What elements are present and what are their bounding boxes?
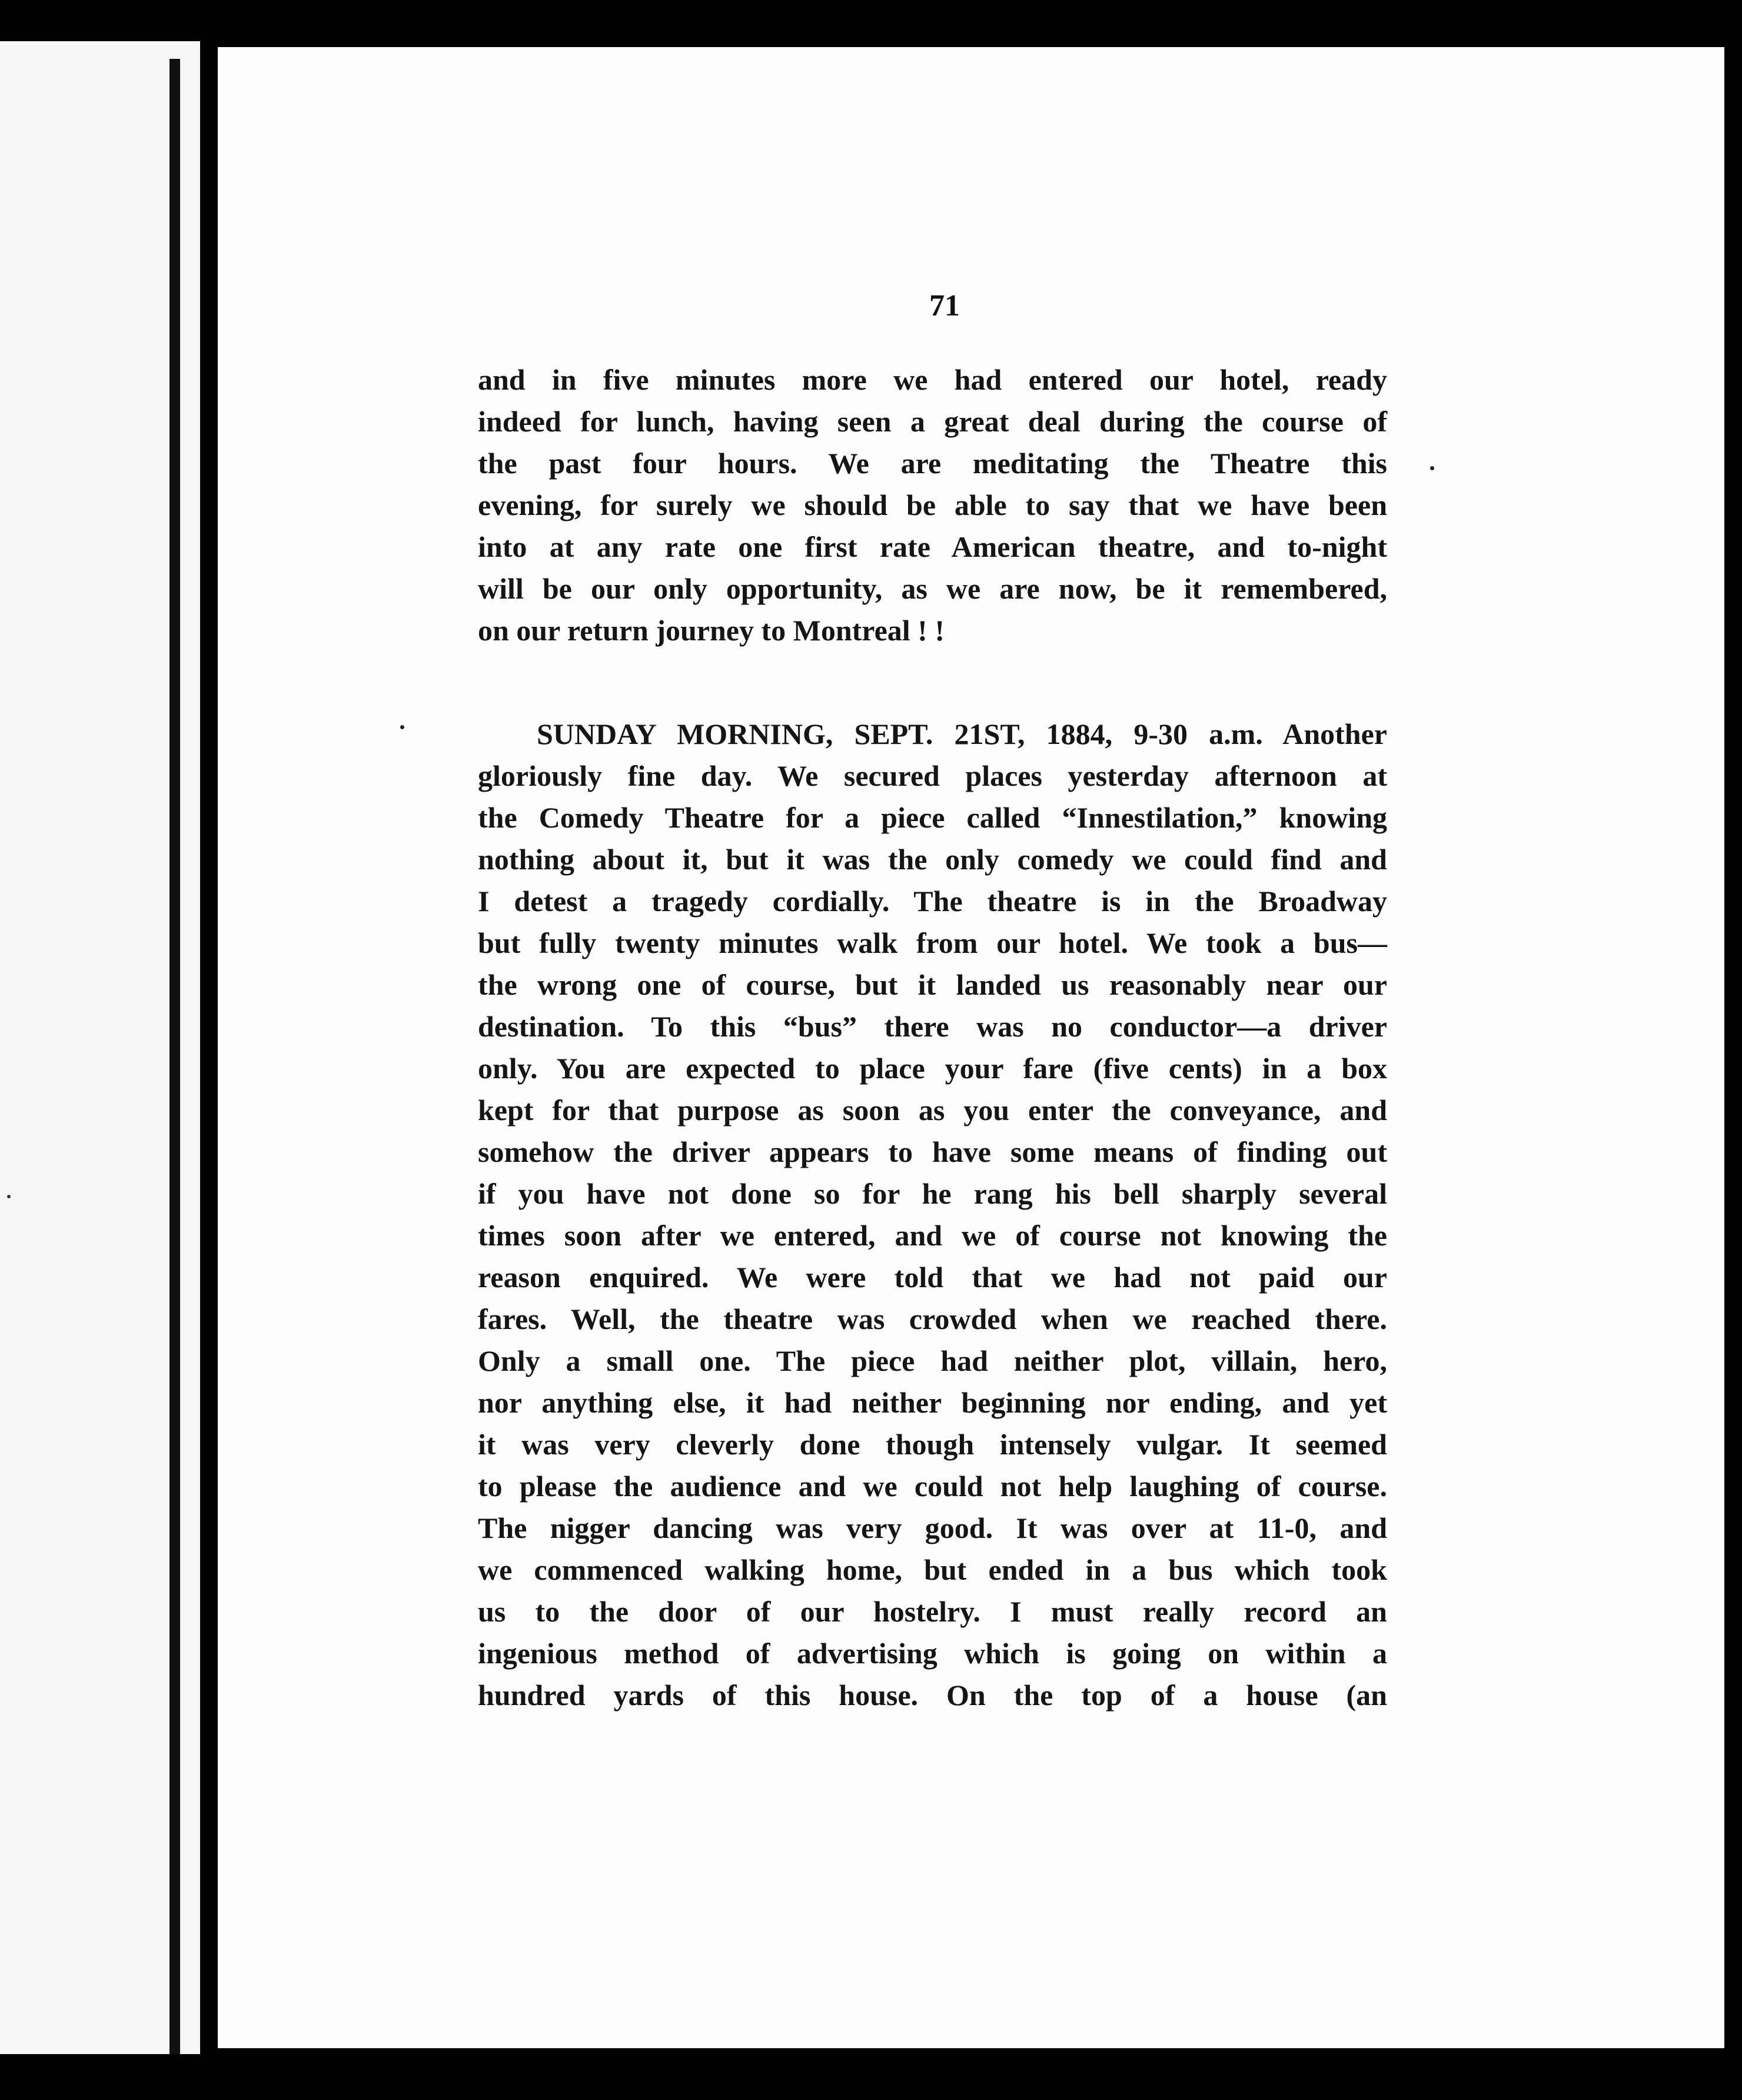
text-line: kept for that purpose as soon as you enter the conveyance, and (478, 1094, 1387, 1127)
text-line: reason enquired. We were told that we had not paid our (478, 1261, 1387, 1294)
text-line: only. You are expected to place your fare (five cents) in a box (478, 1052, 1387, 1085)
book-gutter (169, 59, 180, 2054)
text-line: somehow the driver appears to have some means of finding out (478, 1135, 1387, 1168)
margin-speck (400, 725, 404, 729)
text-line: indeed for lunch, having seen a great deal during the course of (478, 405, 1387, 438)
text-line: will be our only opportunity, as we are now, be it remembered, (478, 572, 1387, 605)
text-line: times soon after we entered, and we of course not knowing the (478, 1219, 1387, 1252)
text-line: destination. To this “bus” there was no conductor—a driver (478, 1010, 1387, 1043)
text-line: and in five minutes more we had entered our hotel, ready (478, 363, 1387, 396)
text-line: on our return journey to Montreal ! ! (478, 614, 945, 647)
text-line: the past four hours. We are meditating the Theatre this (478, 447, 1387, 480)
paragraph-2 (478, 713, 1387, 1716)
text-line: SUNDAY MORNING, SEPT. 21ST, 1884, 9-30 a.m. Another (537, 717, 1387, 750)
page-number: 71 (929, 289, 960, 323)
text-line: The nigger dancing was very good. It was over at 11-0, and (478, 1511, 1387, 1544)
text-line: the wrong one of course, but it landed us reasonably near our (478, 968, 1387, 1001)
text-line: fares. Well, the theatre was crowded when we reached there. (478, 1302, 1387, 1335)
text-line: to please the audience and we could not help laughing of course. (478, 1470, 1387, 1503)
text-line: Only a small one. The piece had neither plot, villain, hero, (478, 1344, 1387, 1377)
text-line: ingenious method of advertising which is going on within a (478, 1637, 1387, 1670)
text-line: nor anything else, it had neither beginning nor ending, and yet (478, 1386, 1387, 1419)
text-line: us to the door of our hostelry. I must really record an (478, 1595, 1387, 1628)
text-line: the Comedy Theatre for a piece called “Innestilation,” knowing (478, 801, 1387, 834)
facing-page-speck (7, 1195, 11, 1198)
body-text (478, 359, 1387, 1716)
text-line: hundred yards of this house. On the top of a house (an (478, 1679, 1387, 1712)
paragraph-1 (478, 359, 1387, 652)
text-line: it was very cleverly done though intensely vulgar. It seemed (478, 1428, 1387, 1461)
text-line: nothing about it, but it was the only comedy we could find and (478, 843, 1387, 876)
text-line: but fully twenty minutes walk from our hotel. We took a bus— (478, 926, 1387, 959)
scan-bottom-border (0, 2054, 1742, 2100)
text-line: if you have not done so for he rang his bell sharply several (478, 1177, 1387, 1210)
text-line: evening, for surely we should be able to say that we have been (478, 489, 1387, 521)
text-line: into at any rate one first rate American theatre, and to-night (478, 530, 1387, 563)
paragraph-gap (478, 652, 1387, 713)
margin-speck (1430, 466, 1434, 470)
text-line: gloriously fine day. We secured places yesterday afternoon at (478, 759, 1387, 792)
text-line: we commenced walking home, but ended in a bus which took (478, 1553, 1387, 1586)
text-line: I detest a tragedy cordially. The theatre is in the Broadway (478, 885, 1387, 918)
